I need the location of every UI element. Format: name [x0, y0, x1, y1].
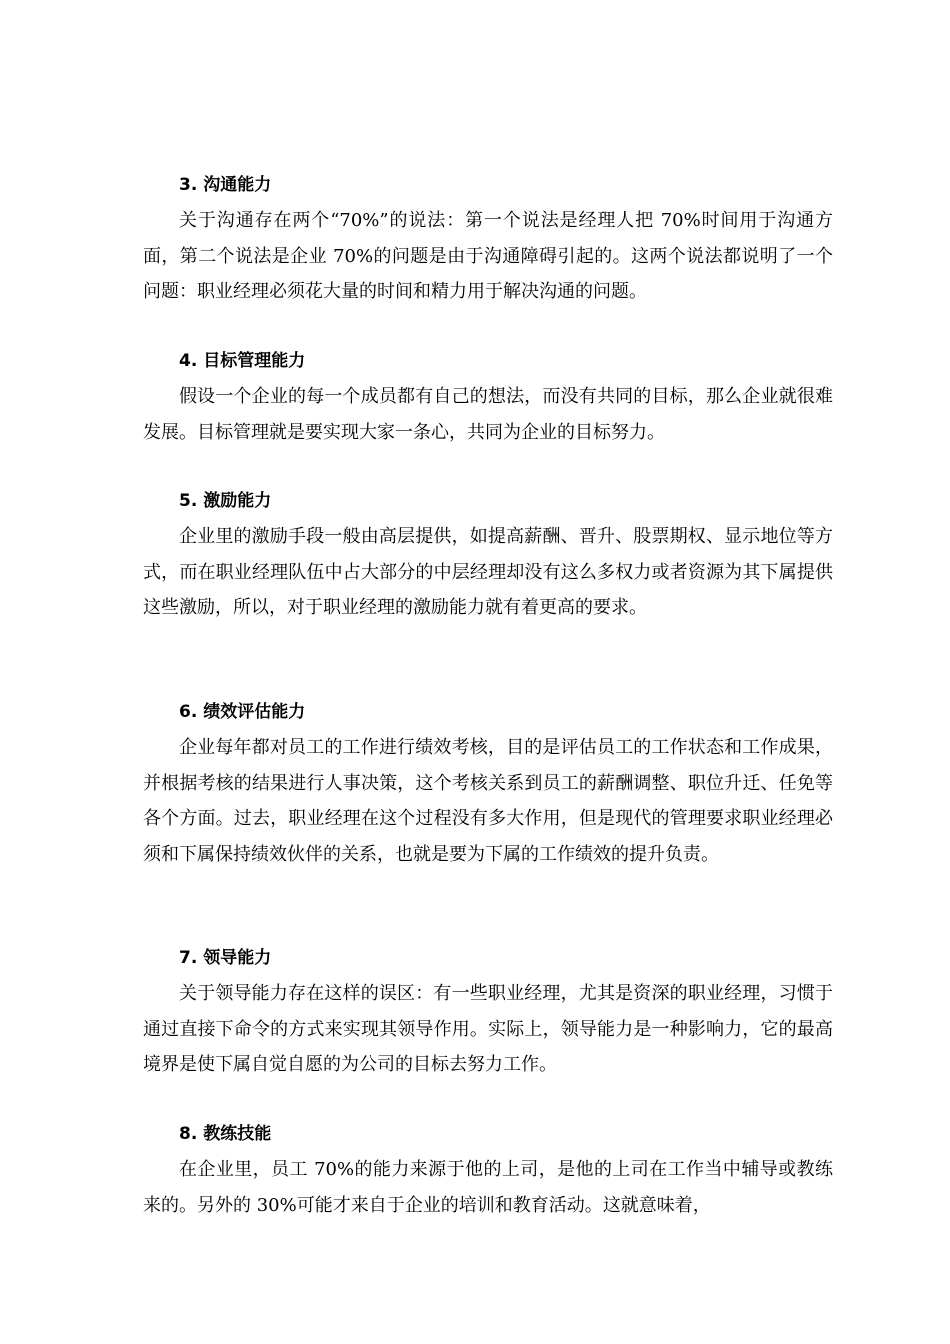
- section-communication: [143, 175, 833, 310]
- section-motivation: [143, 491, 833, 626]
- section-coaching: [143, 1124, 833, 1223]
- section-heading: 6. 绩效评估能力: [179, 702, 306, 722]
- section-heading: 5. 激励能力: [179, 491, 272, 511]
- section-body: 企业里的激励手段一般由高层提供，如提高薪酬、晋升、股票期权、显示地位等方式，而在职业经理队伍中占大部分的中层经理却没有这么多权力或者资源为其下属提供这些激励，所以，对于职业经理的激励能力就有着更高的要求。: [143, 526, 833, 618]
- section-heading: 3. 沟通能力: [179, 175, 272, 195]
- section-body: 假设一个企业的每一个成员都有自己的想法，而没有共同的目标，那么企业就很难发展。目标管理就是要实现大家一条心，共同为企业的目标努力。: [143, 386, 833, 443]
- section-objective-management: [143, 351, 833, 450]
- section-heading: 8. 教练技能: [179, 1124, 272, 1144]
- section-body: 关于领导能力存在这样的误区：有一些职业经理，尤其是资深的职业经理，习惯于通过直接下命令的方式来实现其领导作用。实际上，领导能力是一种影响力，它的最高境界是使下属自觉自愿的为公司的目标去努力工作。: [143, 983, 833, 1075]
- section-body: 关于沟通存在两个“70%”的说法：第一个说法是经理人把 70%时间用于沟通方面，第二个说法是企业 70%的问题是由于沟通障碍引起的。这两个说法都说明了一个问题：职业经理必须花大量的时间和精力用于解决沟通的问题。: [143, 210, 833, 302]
- section-heading: 4. 目标管理能力: [179, 351, 306, 371]
- section-body: 企业每年都对员工的工作进行绩效考核，目的是评估员工的工作状态和工作成果，并根据考核的结果进行人事决策，这个考核关系到员工的薪酬调整、职位升迁、任免等各个方面。过去，职业经理在这个过程没有多大作用，但是现代的管理要求职业经理必须和下属保持绩效伙伴的关系，也就是要为下属的工作绩效的提升负责。: [143, 737, 833, 865]
- section-heading: 7. 领导能力: [179, 948, 272, 968]
- section-leadership: [143, 948, 833, 1083]
- section-performance-evaluation: [143, 702, 833, 872]
- section-body: 在企业里，员工 70%的能力来源于他的上司，是他的上司在工作当中辅导或教练来的。另外的 30%可能才来自于企业的培训和教育活动。这就意味着，: [143, 1159, 833, 1216]
